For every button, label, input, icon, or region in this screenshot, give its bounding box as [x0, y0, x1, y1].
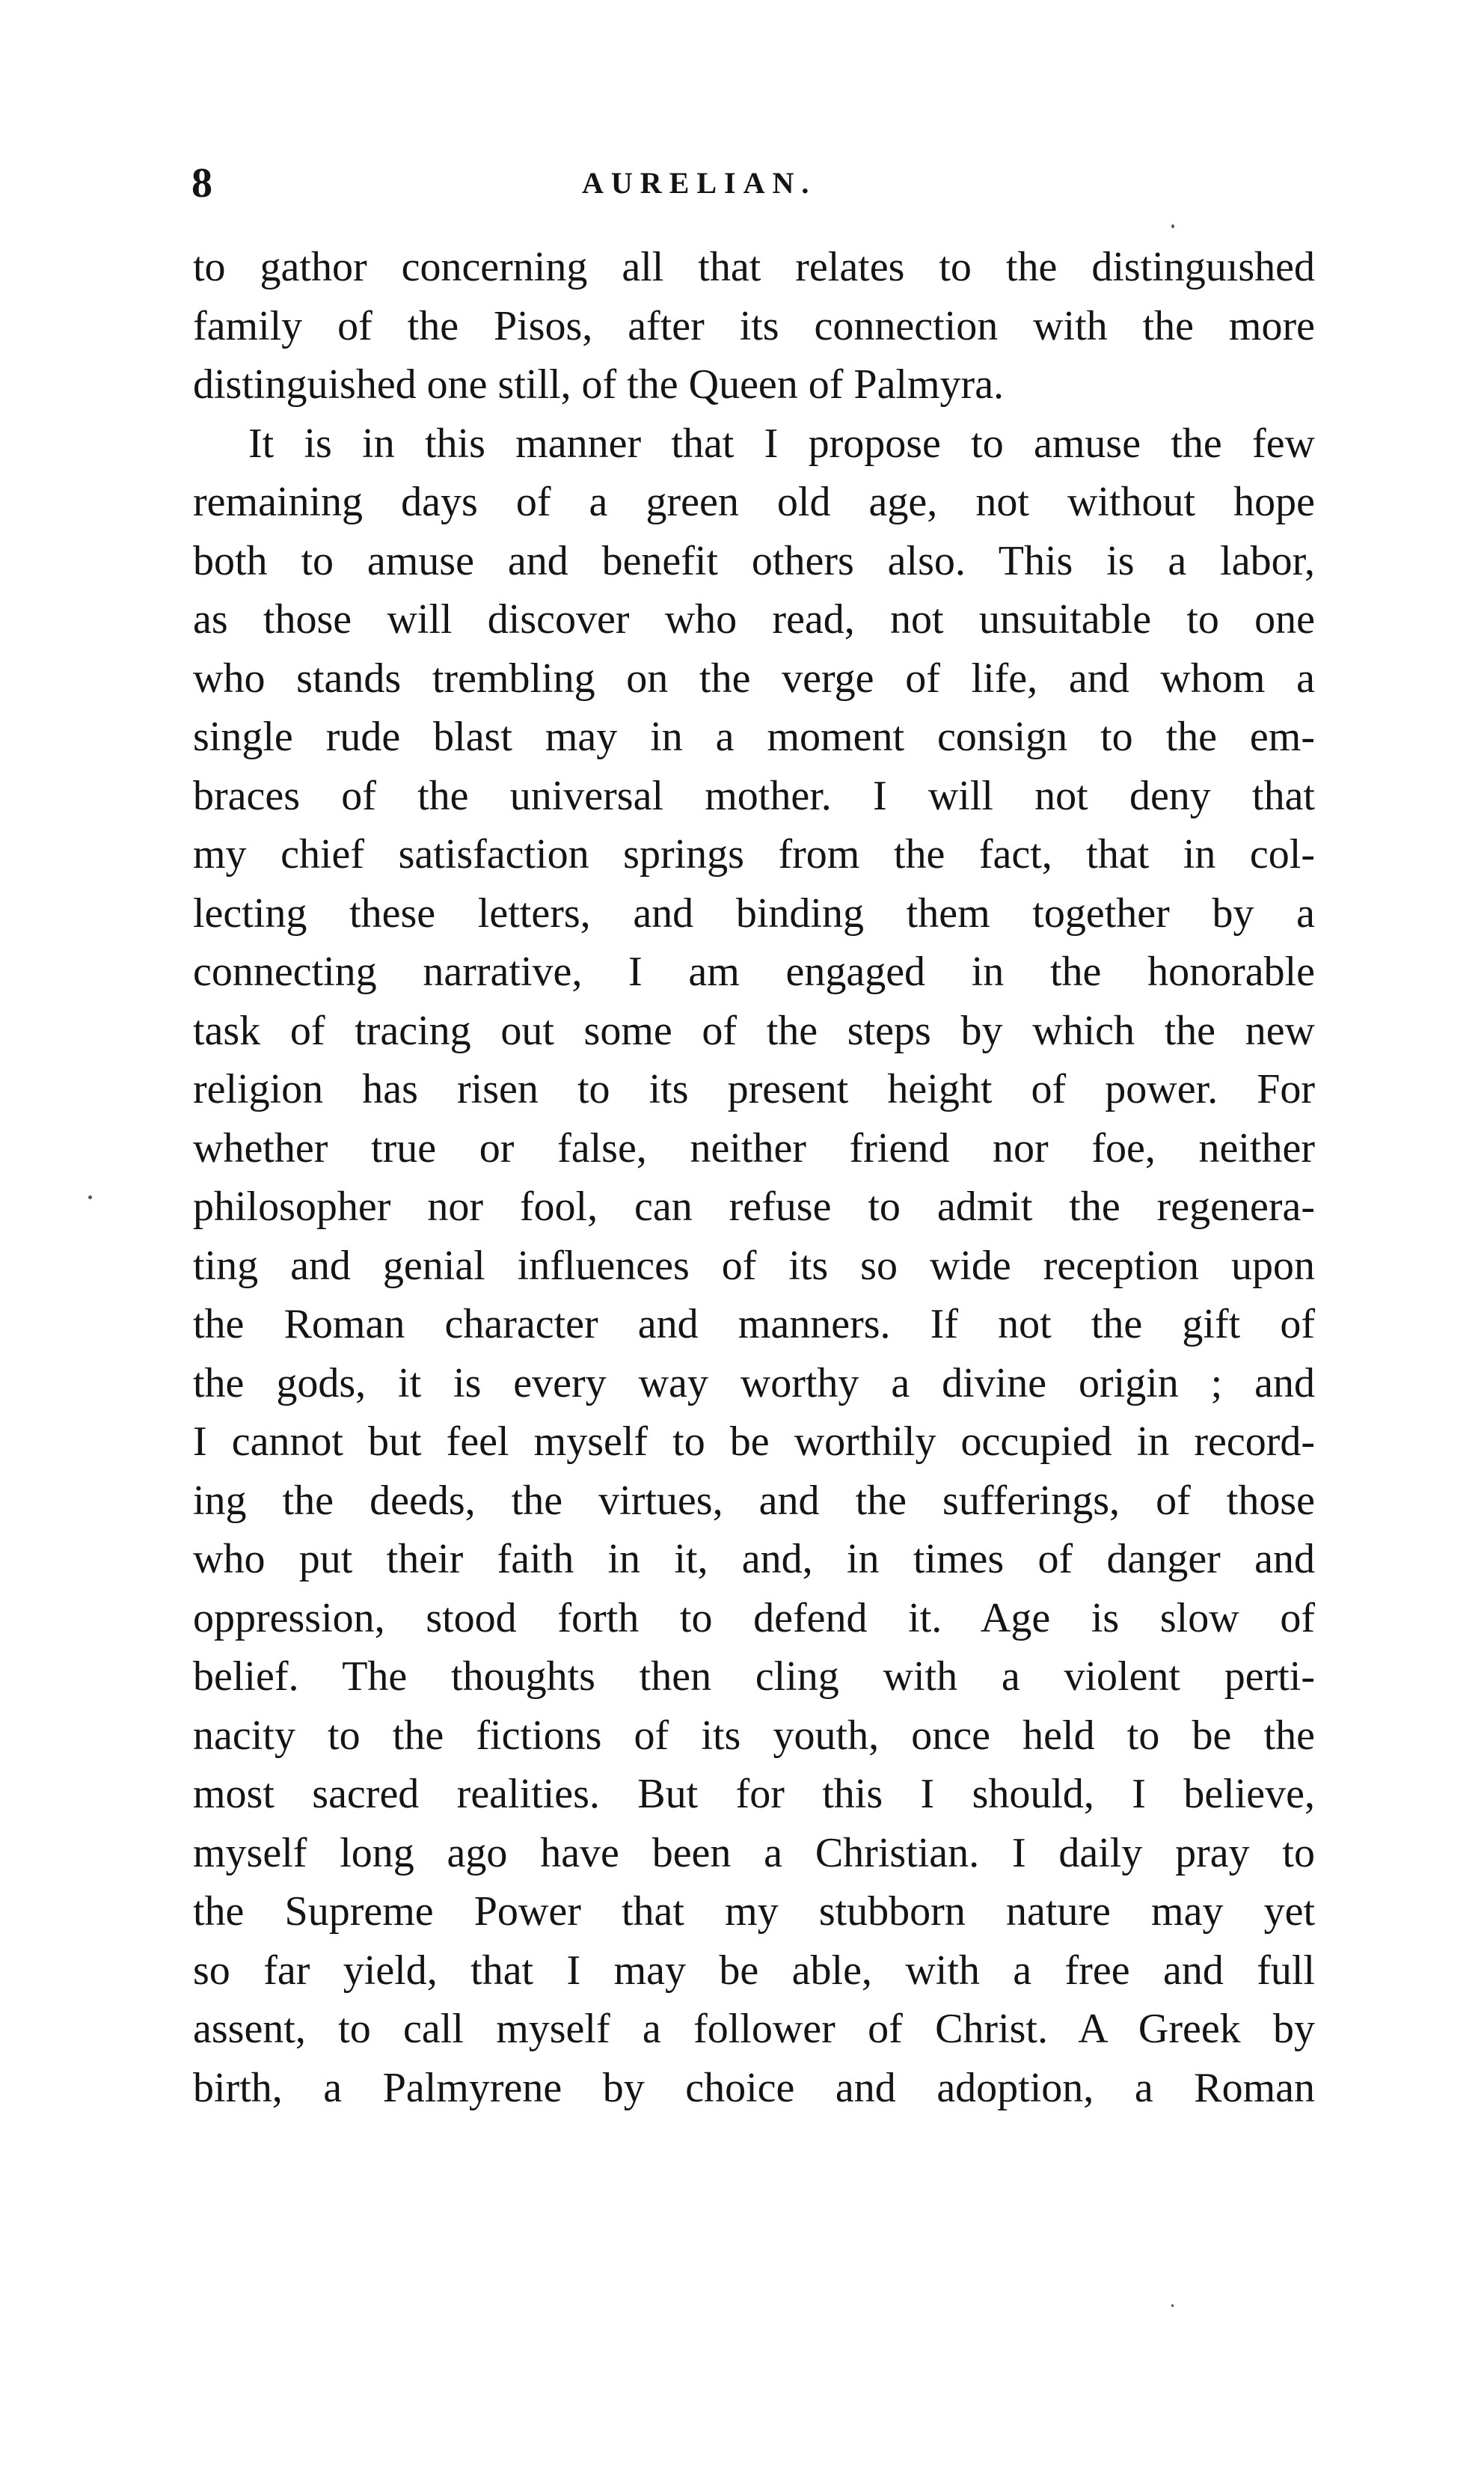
text-line: ting and genial influences of its so wide reception upon — [193, 1242, 1315, 1289]
text-line: belief. The thoughts then cling with a violent perti- — [193, 1653, 1315, 1700]
text-line: nacity to the fictions of its youth, once held to be the — [193, 1712, 1315, 1759]
scan-speck — [88, 1195, 92, 1199]
text-line: philosopher nor fool, can refuse to admit the regenera- — [193, 1184, 1315, 1230]
text-line: so far yield, that I may be able, with a free and full — [193, 1947, 1315, 1994]
text-line: lecting these letters, and binding them together by a — [193, 890, 1315, 937]
text-line: family of the Pisos, after its connection with the more — [193, 302, 1315, 349]
text-line: who stands trembling on the verge of life, and whom a — [193, 655, 1315, 702]
text-line: assent, to call myself a follower of Christ. A Greek by — [193, 2006, 1315, 2052]
running-head: AURELIAN. — [582, 166, 817, 200]
page-number: 8 — [191, 160, 212, 206]
text-line: the Roman character and manners. If not the gift of — [193, 1301, 1315, 1347]
text-line: task of tracing out some of the steps by which the new — [193, 1007, 1315, 1054]
text-line: whether true or false, neither friend nor foe, neither — [193, 1124, 1315, 1172]
text-line: It is in this manner that I propose to amuse the few — [248, 420, 1315, 467]
text-line: myself long ago have been a Christian. I daily pray to — [193, 1829, 1315, 1876]
text-line: oppression, stood forth to defend it. Age is slow of — [193, 1594, 1315, 1641]
page-header — [191, 153, 1313, 213]
scan-speck — [1171, 2304, 1174, 2307]
text-line: single rude blast may in a moment consign to the em- — [193, 714, 1315, 760]
body-text — [193, 238, 1315, 2117]
text-line: the Supreme Power that my stubborn nature may yet — [193, 1888, 1315, 1935]
text-line: connecting narrative, I am engaged in the honorable — [193, 949, 1315, 995]
text-line: birth, a Palmyrene by choice and adoption, a Roman — [193, 2064, 1315, 2111]
text-line: religion has risen to its present height of power. For — [193, 1066, 1315, 1112]
text-line: I cannot but feel myself to be worthily occupied in record- — [193, 1418, 1315, 1465]
text-line: the gods, it is every way worthy a divine origin ; and — [193, 1359, 1315, 1406]
text-line: to gathor concerning all that relates to the distinguıshed — [193, 244, 1315, 290]
scan-speck — [1171, 224, 1174, 228]
text-line: most sacred realities. But for this I should, I believe, — [193, 1771, 1315, 1817]
text-line: remaining days of a green old age, not without hope — [193, 479, 1315, 525]
text-line: as those will discover who read, not unsuitable to one — [193, 596, 1315, 643]
text-line: who put their faith in it, and, in times of danger and — [193, 1536, 1315, 1582]
text-line: ing the deeds, the virtues, and the sufferings, of those — [193, 1477, 1315, 1524]
text-line: my chief satisfaction springs from the fact, that in col- — [193, 831, 1315, 878]
text-line: braces of the universal mother. I will not deny that — [193, 772, 1315, 819]
text-line: distinguished one still, of the Queen of Palmyra. — [193, 361, 1005, 408]
text-line: both to amuse and benefit others also. This is a labor, — [193, 537, 1315, 584]
